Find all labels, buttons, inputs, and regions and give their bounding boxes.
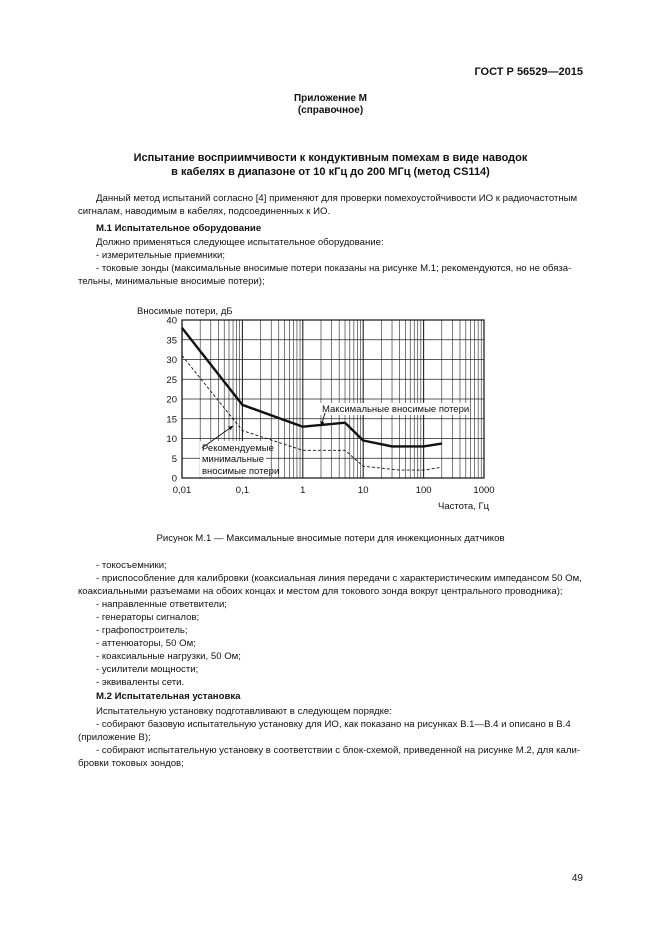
list-item-continuation: (приложение В); — [78, 732, 151, 743]
y-tick-label: 10 — [166, 434, 177, 445]
y-tick-label: 0 — [171, 473, 177, 485]
list-item: - собирают базовую испытательную установку для ИО, как показано на рисунках В.1—В.4 и описано в В.4 — [96, 719, 571, 730]
x-tick-label: 1000 — [473, 485, 495, 496]
chart-y-ticks — [166, 316, 177, 485]
appendix-title: Приложение М — [293, 93, 368, 104]
list-item: - токосъемники; — [96, 560, 167, 571]
list-item: - коаксиальные нагрузки, 50 Ом; — [96, 651, 241, 662]
x-tick-label: 0,1 — [235, 485, 250, 496]
y-tick-label: 15 — [166, 414, 177, 426]
min-loss-label-line-1: Рекомендуемые — [202, 443, 274, 454]
chart-xlabel: Частота, Гц — [438, 501, 490, 512]
min-loss-label-line-2: минимальные — [202, 454, 265, 465]
chart-x-ticks — [173, 485, 495, 496]
y-tick-label: 5 — [171, 453, 177, 465]
list-item: - токовые зонды (максимальные вносимые потери показаны на рисунке М.1; рекомендуются, но не обяза- — [96, 263, 572, 274]
x-tick-label: 100 — [415, 485, 432, 496]
y-tick-label: 30 — [166, 355, 177, 366]
max-loss-label: Максимальные вносимые потери — [322, 404, 470, 415]
section-2-title: М.2 Испытательная установка — [96, 691, 241, 702]
section-2-lead: Испытательную установку подготавливают в следующем порядке: — [96, 706, 392, 717]
appendix-subtitle: (справочное) — [297, 105, 364, 116]
list-item-continuation: бровки токовых зондов; — [78, 758, 184, 769]
intro-line-2: сигналам, наводимым в кабелях, подсоединенных к ИО. — [78, 206, 331, 217]
x-tick-label: 0,01 — [172, 485, 192, 496]
list-item: - аттенюаторы, 50 Ом; — [96, 638, 196, 649]
list-item: - эквиваленты сети. — [96, 677, 185, 688]
list-item: - усилители мощности; — [96, 664, 199, 675]
list-item: - генераторы сигналов; — [96, 612, 200, 623]
y-tick-label: 40 — [166, 315, 177, 327]
intro-line-1: Данный метод испытаний согласно [4] применяют для проверки помехоустойчивости ИО к радиочастотным — [96, 193, 578, 204]
min-loss-label-line-3: вносимые потери — [202, 466, 280, 477]
chart-ylabel: Вносимые потери, дБ — [137, 306, 233, 317]
max-loss-series-line — [182, 328, 442, 447]
list-item: - измерительные приемники; — [96, 250, 226, 261]
figure-caption: Рисунок М.1 — Максимальные вносимые потери для инжекционных датчиков — [156, 533, 505, 544]
y-tick-label: 25 — [166, 374, 177, 386]
list-item: - направленные ответвители; — [96, 599, 227, 610]
y-tick-label: 20 — [166, 394, 177, 406]
list-item-continuation: коаксиальными разъемами на обоих концах и местом для токового зонда вокруг центрального проводника); — [78, 586, 563, 597]
heading-line-2: в кабелях в диапазоне от 10 кГц до 200 МГц (метод CS114) — [171, 166, 490, 178]
list-item-continuation: тельны, минимальные вносимые потери); — [78, 276, 265, 287]
page-number: 49 — [571, 873, 583, 884]
y-tick-label: 35 — [166, 335, 177, 347]
list-item: - собирают испытательную установку в соответствии с блок-схемой, приведенной на рисунке М.2, для кали- — [96, 745, 581, 756]
list-item: - приспособление для калибровки (коаксиальная линия передачи с характеристическим импедансом 50 Ом, — [96, 573, 582, 584]
list-item: - графопостроитель; — [96, 625, 188, 636]
section-1-title: М.1 Испытательное оборудование — [96, 223, 262, 234]
insertion-loss-chart — [120, 300, 520, 525]
document-number: ГОСТ Р 56529—2015 — [474, 66, 583, 78]
heading-line-1: Испытание восприимчивости к кондуктивным помехам в виде наводок — [133, 152, 528, 164]
x-tick-label: 1 — [300, 485, 306, 496]
x-tick-label: 10 — [357, 485, 369, 496]
section-1-lead: Должно применяться следующее испытательное оборудование: — [96, 237, 384, 248]
